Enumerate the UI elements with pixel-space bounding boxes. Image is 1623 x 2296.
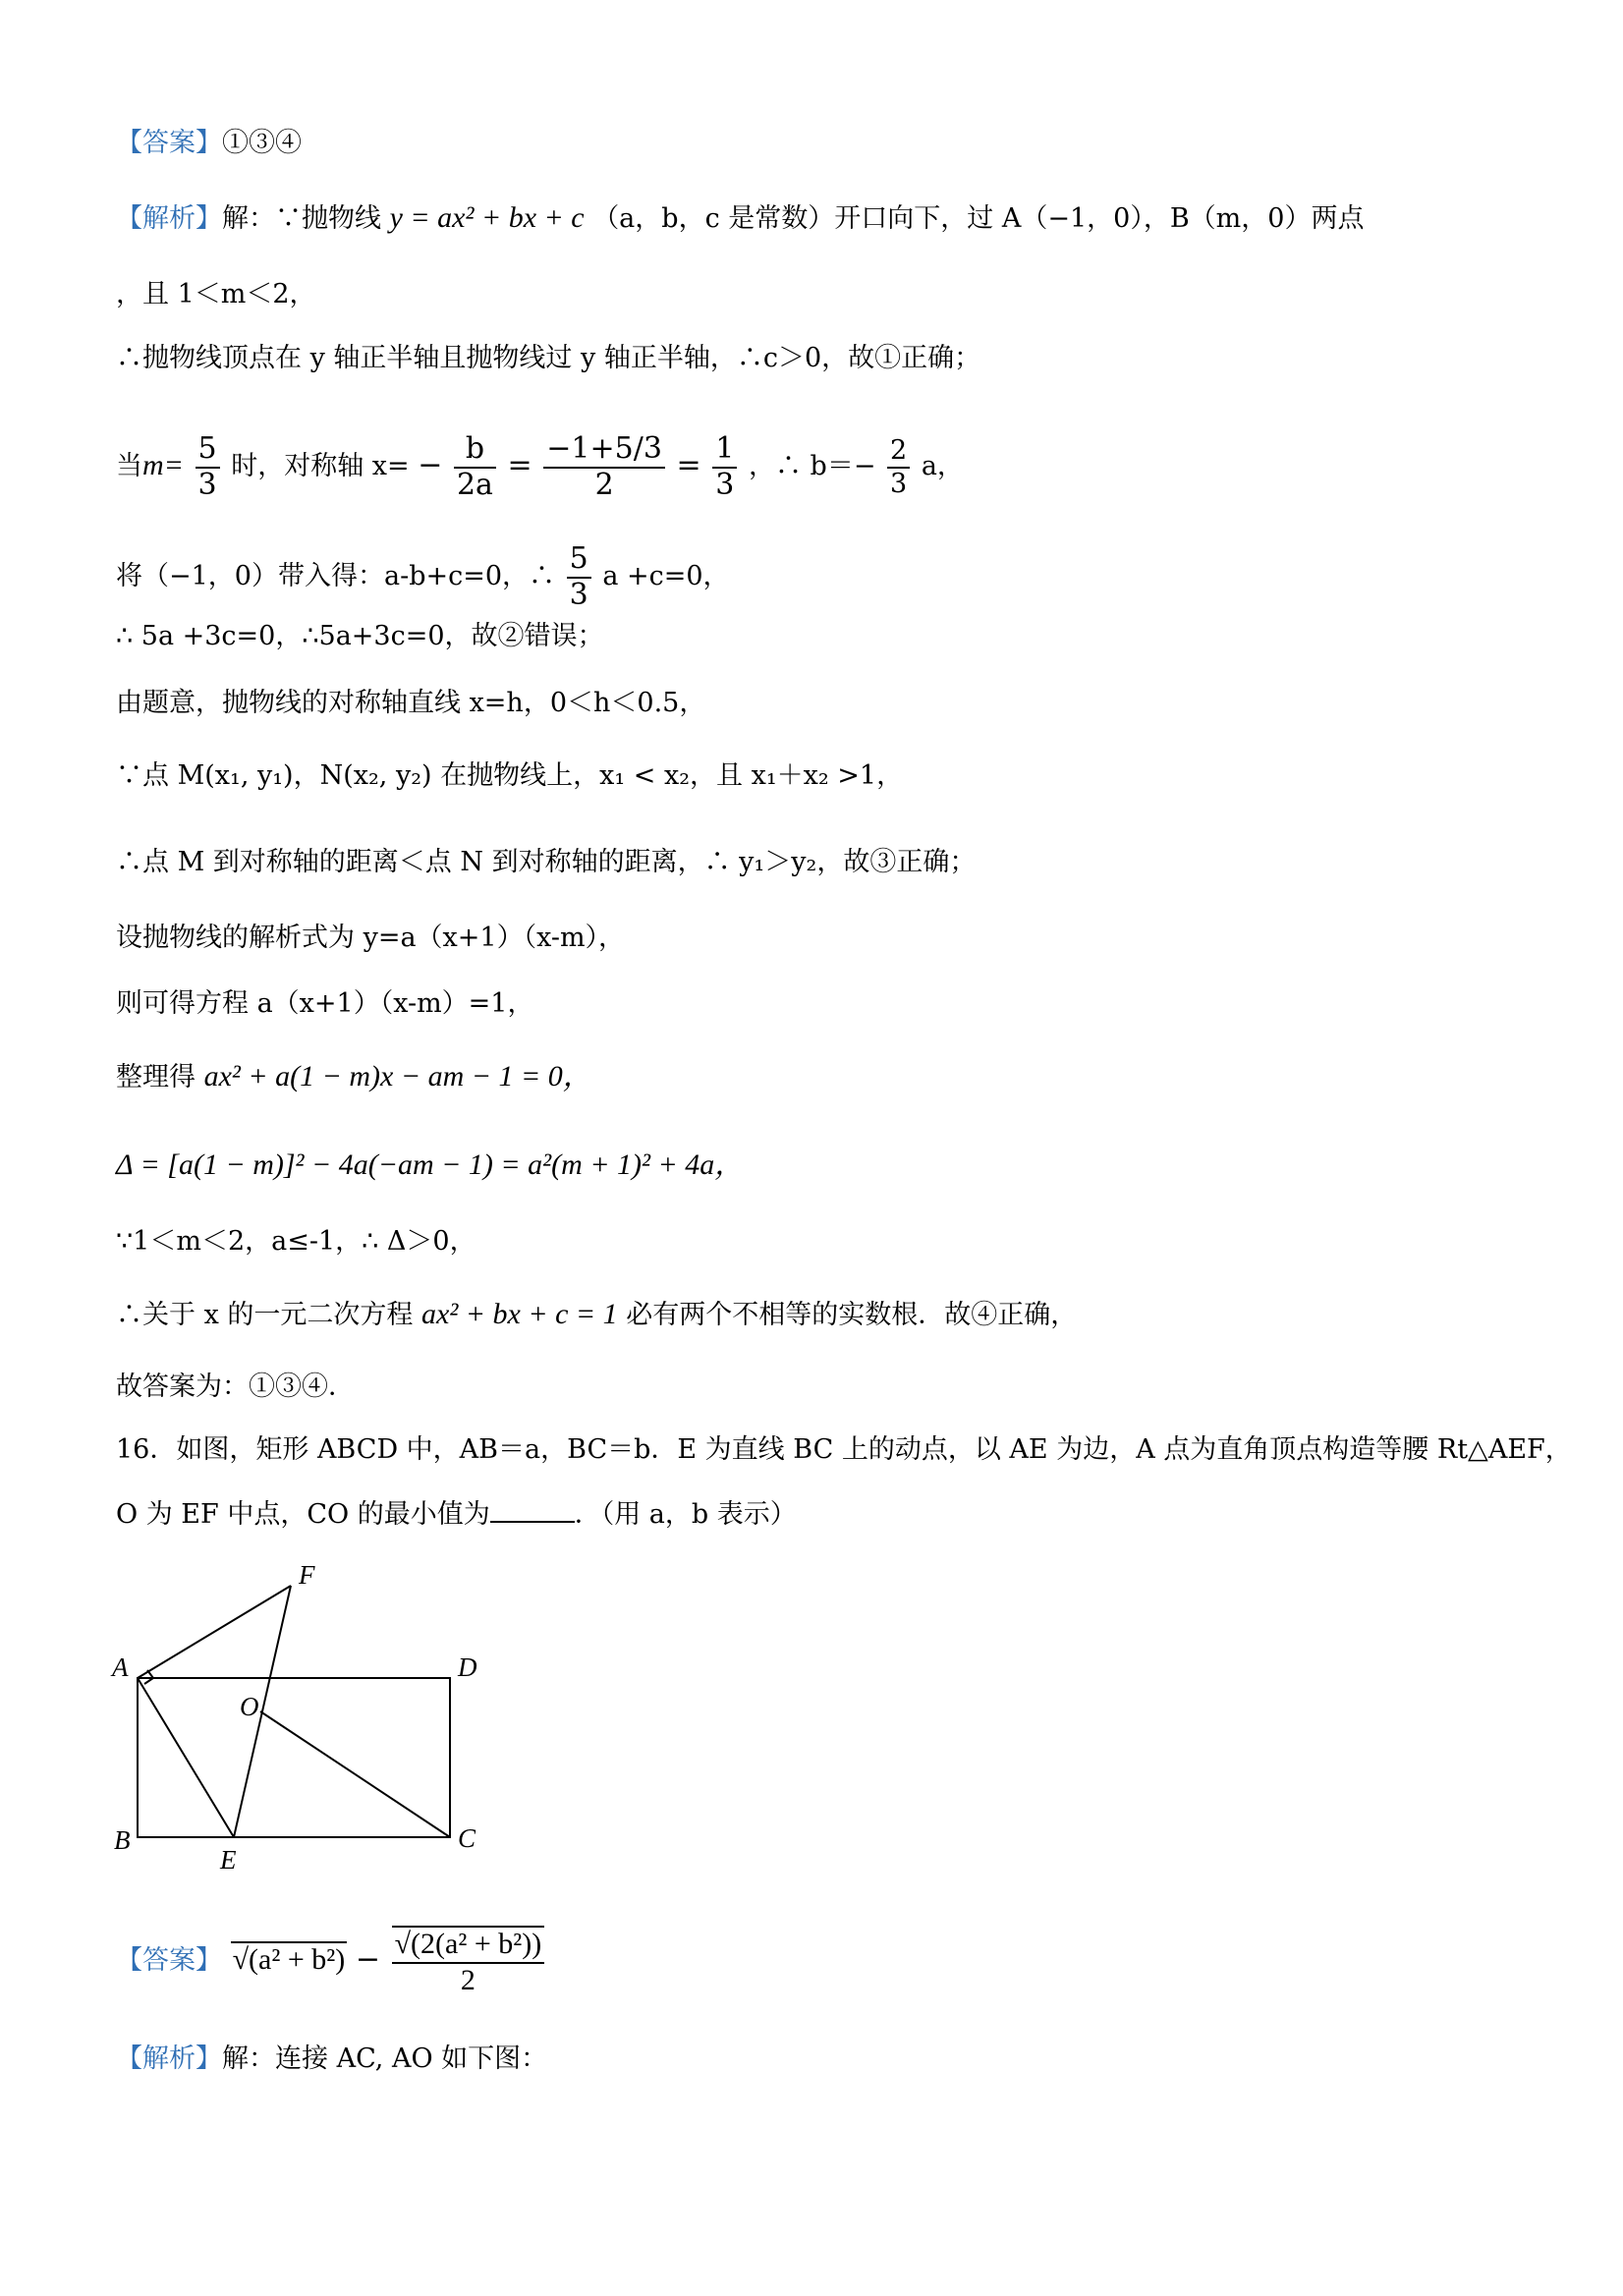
answer-text: ①③④ bbox=[222, 128, 302, 158]
label-b: B bbox=[114, 1825, 131, 1855]
condition-line: ，且 1＜m＜2， bbox=[116, 279, 316, 309]
label-a: A bbox=[112, 1652, 129, 1682]
segment-af bbox=[138, 1586, 291, 1678]
segment-oc bbox=[260, 1711, 450, 1837]
step-axis: 当m= $\frac{5}{3}$ 时，对称轴 x= − $\frac{b}{2a}$ = $\frac{-1+5/3}{2}$ = $\frac{1}{3}$ ，∴ b＝− $\frac{2}{3}$ a， bbox=[116, 431, 964, 502]
analysis-2: 【解析】解：连接 AC, AO 如下图： bbox=[116, 2044, 548, 2074]
step-arrange: 整理得 ax² + a(1 − m)x − am − 1 = 0， bbox=[116, 1060, 592, 1092]
answer-tag: 【答案】 bbox=[116, 128, 222, 158]
label-e: E bbox=[220, 1845, 237, 1875]
label-f: F bbox=[299, 1562, 315, 1590]
answer-2: 【答案】 √(a² + b²) − $\frac{\text{√(2(a² + b²))}}{2}$ bbox=[116, 1926, 547, 1997]
label-c: C bbox=[458, 1823, 476, 1853]
step-factored-form: 设抛物线的解析式为 y=a（x+1）（x-m）， bbox=[116, 923, 626, 953]
answer-blank bbox=[490, 1497, 575, 1523]
answer-1 bbox=[116, 124, 302, 163]
parabola-equation: y = ax² + bx + c bbox=[389, 201, 585, 234]
step-axis-h: 由题意，抛物线的对称轴直线 x=h，0＜h＜0.5， bbox=[116, 688, 706, 718]
step-discriminant: Δ = [a(1 − m)]² − 4a(−am − 1) = a²(m + 1)² + 4a， bbox=[116, 1148, 745, 1181]
label-o: O bbox=[240, 1692, 259, 1721]
question-16: 16．如图，矩形 ABCD 中，AB＝a，BC＝b．E 为直线 BC 上的动点，以 AE 为边，A 点为直角顶点构造等腰 Rt△AEF， bbox=[116, 1434, 1572, 1465]
step-conclusion-3: ∴点 M 到对称轴的距离＜点 N 到对称轴的距离，∴ y₁＞y₂，故③正确； bbox=[116, 847, 977, 877]
step-vertex: ∴抛物线顶点在 y 轴正半轴且抛物线过 y 轴正半轴，∴c＞0，故①正确； bbox=[116, 343, 981, 373]
analysis-intro: 【解析】解：∵抛物线 y = ax² + bx + c （a，b，c 是常数）开口向下，过 A（−1，0），B（m，0）两点 bbox=[116, 201, 1365, 234]
question-16-cont: O 为 EF 中点，CO 的最小值为 ．（用 a，b 表示） bbox=[116, 1499, 797, 1530]
label-d: D bbox=[458, 1652, 477, 1682]
step-points: ∵点 M(x₁, y₁)，N(x₂, y₂) 在抛物线上，x₁ < x₂，且 x₁＋x₂ >1， bbox=[116, 760, 904, 791]
rectangle-abcd bbox=[138, 1678, 450, 1837]
step-delta-positive: ∵1＜m＜2，a≤-1，∴ Δ＞0， bbox=[116, 1226, 476, 1257]
step-equation: 则可得方程 a（x+1）（x-m）=1， bbox=[116, 988, 534, 1019]
step-conclusion-2: ∴ 5a +3c=0，∴5a+3c=0，故②错误； bbox=[116, 621, 604, 651]
step-conclusion-4: ∴关于 x 的一元二次方程 ax² + bx + c = 1 必有两个不相等的实数根．故④正确， bbox=[116, 1298, 1078, 1330]
segment-ae bbox=[138, 1678, 234, 1837]
rectangle-figure bbox=[108, 1562, 521, 1876]
step-substitute: 将（−1，0）带入得：a-b+c=0，∴ $\frac{5}{3}$ a +c=0， bbox=[116, 541, 730, 612]
final-answer: 故答案为：①③④． bbox=[116, 1372, 355, 1402]
analysis-tag: 【解析】 bbox=[116, 203, 222, 234]
